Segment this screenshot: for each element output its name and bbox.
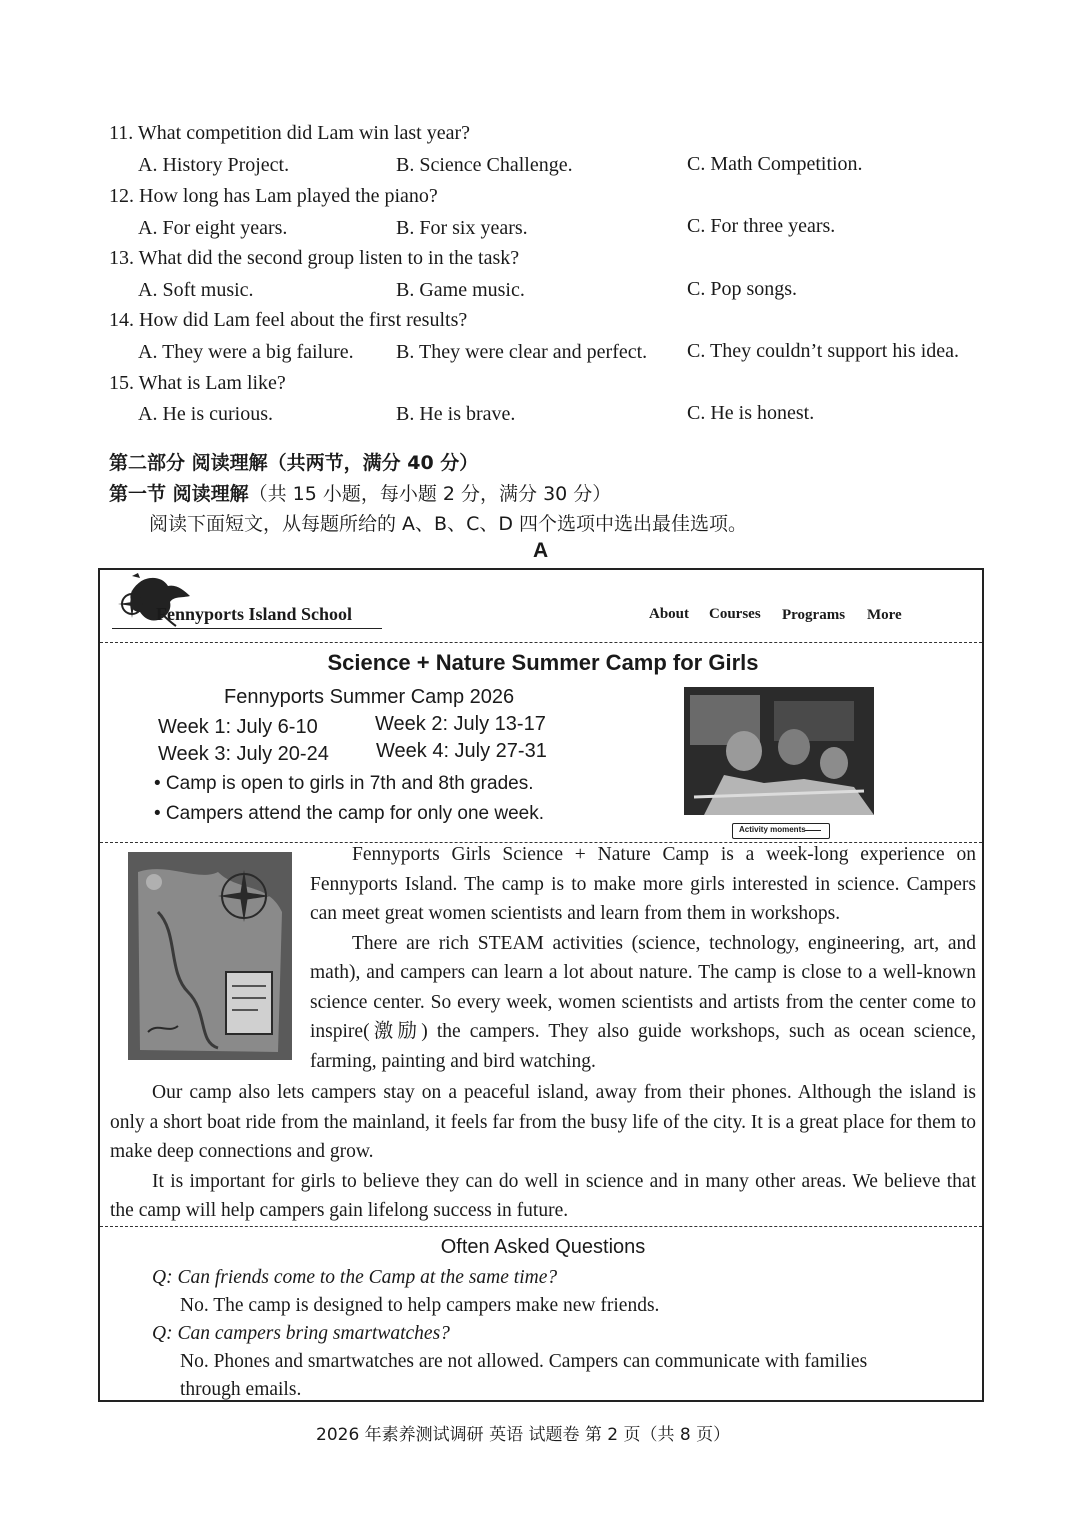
paragraph <box>310 840 976 1076</box>
photo-caption-box <box>732 823 830 839</box>
paragraph-1: Fennyports Girls Science + Nature Camp is a week-long experience on Fennyports Island. The camp is to make more girls interested in science. Campers can meet great women scientists and learn from them in workshops. <box>310 844 976 924</box>
nav-about[interactable]: About <box>649 606 690 622</box>
camp-bullet: • Campers attend the camp for only one week. <box>154 803 545 824</box>
week-2: Week 2: July 13-17 <box>375 713 546 735</box>
option-a: A. Soft music. <box>138 279 254 301</box>
question-stem: 13. What did the second group listen to in the task? <box>109 247 520 269</box>
option-a: A. History Project. <box>138 154 290 176</box>
faq-list <box>152 1264 932 1404</box>
option-c: C. He is honest. <box>687 402 815 424</box>
option-b: B. He is brave. <box>396 403 516 425</box>
option-c: C. They couldn’t support his idea. <box>687 340 960 362</box>
option-c: C. Pop songs. <box>687 278 798 300</box>
week-1: Week 1: July 6-10 <box>158 716 318 738</box>
page-footer: 2026 年素养测试调研 英语 试题卷 第 2 页（共 8 页） <box>316 1425 731 1445</box>
camp-title: Science + Nature Summer Camp for Girls <box>327 650 759 675</box>
camp-subtitle: Fennyports Summer Camp 2026 <box>224 686 515 708</box>
paragraph-2: There are rich STEAM activities (science, technology, engineering, art, and math), and campers can learn a lot about nature. The camp is close to a well-known science center. So every week, women scientists and artists from the center come to inspire(激励) the campers. They also guide workshops, such as ocean science, farming, painting and bird watching. <box>310 932 976 1072</box>
option-b: B. Game music. <box>396 279 525 301</box>
photo-caption: Activity moments <box>739 825 806 834</box>
option-b: B. For six years. <box>396 217 528 239</box>
header-underline <box>112 628 382 629</box>
option-b: B. Science Challenge. <box>396 154 573 176</box>
caption-arrow-icon <box>805 830 821 831</box>
faq-title: Often Asked Questions <box>440 1236 646 1258</box>
camp-bullet: • Camp is open to girls in 7th and 8th grades. <box>154 773 534 794</box>
faq-answer: No. The camp is designed to help campers make new friends. <box>180 1295 660 1316</box>
school-name: Fennyports Island School <box>156 604 353 624</box>
passage-box <box>98 568 984 1402</box>
part-heading: 第二部分 阅读理解（共两节，满分 40 分） <box>109 452 479 474</box>
question-stem: 11. What competition did Lam win last year? <box>109 122 471 144</box>
option-b: B. They were clear and perfect. <box>396 341 648 363</box>
faq-answer: No. Phones and smartwatches are not allowed. Campers can communicate with families through emails. <box>180 1351 868 1400</box>
nav-programs[interactable]: Programs <box>782 607 846 623</box>
option-c: C. Math Competition. <box>687 153 863 175</box>
week-3: Week 3: July 20-24 <box>158 743 329 765</box>
question-stem: 14. How did Lam feel about the first results? <box>109 309 468 331</box>
paragraph-4: It is important for girls to believe they can do well in science and in many other areas. We believe that the camp will help campers gain lifelong success in future. <box>110 1170 976 1221</box>
section-heading-rest: （共 15 小题，每小题 2 分，满分 30 分） <box>248 483 612 505</box>
passage-letter: A <box>533 539 549 562</box>
activity-photo <box>684 687 874 815</box>
question-stem: 12. How long has Lam played the piano? <box>109 185 438 207</box>
option-a: A. They were a big failure. <box>138 341 354 363</box>
option-c: C. For three years. <box>687 215 836 237</box>
island-map-image <box>128 852 292 1060</box>
week-4: Week 4: July 27-31 <box>376 740 547 762</box>
section-heading <box>109 479 611 506</box>
section-heading-bold: 第一节 阅读理解 <box>109 483 249 505</box>
faq-question: Q: Can campers bring smartwatches? <box>152 1323 450 1344</box>
option-a: A. He is curious. <box>138 403 273 425</box>
faq-question: Q: Can friends come to the Camp at the same time? <box>152 1267 558 1288</box>
divider <box>100 1226 982 1227</box>
question-stem: 15. What is Lam like? <box>109 372 286 394</box>
nav-more[interactable]: More <box>867 607 902 623</box>
paragraph <box>110 1078 976 1226</box>
option-a: A. For eight years. <box>138 217 288 239</box>
paragraph-3: Our camp also lets campers stay on a peaceful island, away from their phones. Although the island is only a short boat ride from the mainland, it feels far from the busy life of the city. It is a great place for them to make deep connections and grow. <box>110 1082 976 1162</box>
instruction: 阅读下面短文，从每题所给的 A、B、C、D 四个选项中选出最佳选项。 <box>149 513 748 535</box>
divider <box>100 642 982 643</box>
nav-courses[interactable]: Courses <box>709 606 761 622</box>
